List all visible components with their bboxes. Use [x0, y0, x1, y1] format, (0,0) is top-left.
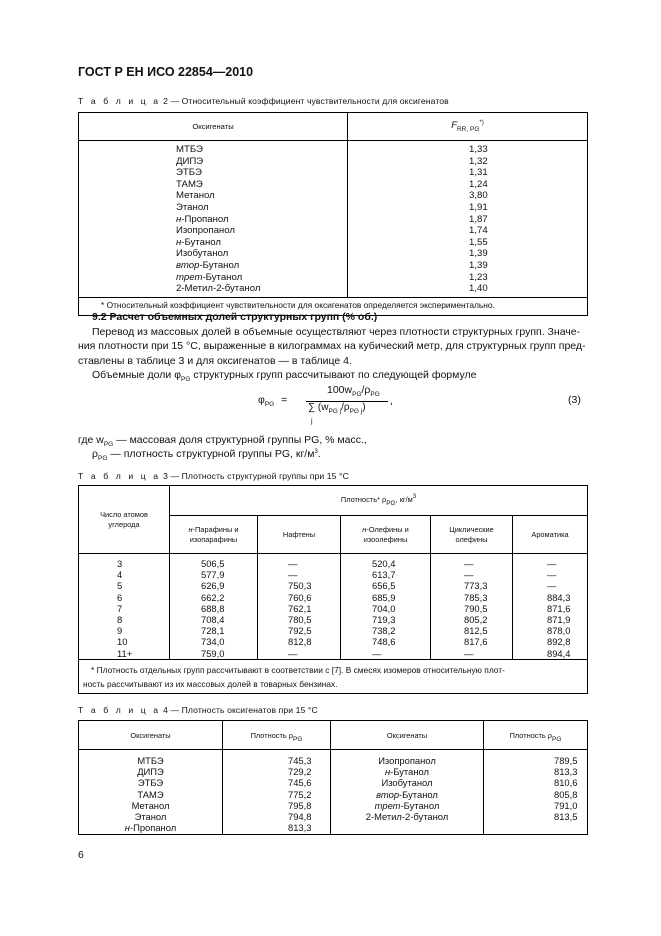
table4-header-density-left [223, 721, 331, 750]
table3-caption-text: 3 — Плотность структурной группы при 15 °С [163, 471, 349, 481]
table3-cell: 734,0 [201, 636, 225, 648]
table3-cell: 792,5 [288, 625, 312, 637]
prefix-italic: втор [376, 788, 400, 800]
table4-header-density-right [484, 721, 588, 750]
table3-cell: 871,9 [547, 614, 571, 626]
formula-comma: , [390, 395, 393, 407]
table3-caption [78, 471, 349, 481]
formula-lhs-sub: PG [264, 401, 275, 408]
table3-cell: 10 [117, 636, 128, 648]
table3-cell: 871,6 [547, 602, 571, 614]
table2-names-cell [79, 141, 348, 298]
oxygenate-name: Изобутанол [381, 777, 433, 789]
density-value: 795,8 [288, 799, 312, 811]
formula-num-a: 100w [327, 384, 353, 396]
table3-cell: — [288, 647, 298, 659]
table3-cell: — [547, 569, 557, 581]
density-value: 745,3 [288, 755, 312, 766]
sensitivity-value: 1,91 [469, 201, 488, 213]
formula-denominator [308, 402, 366, 413]
table3-cell: 817,6 [464, 636, 488, 648]
table4-caption-text: 4 — Плотность оксигенатов при 15 °С [163, 705, 318, 715]
table3-col-aromatics [547, 558, 587, 659]
density-header-sub: PG [386, 500, 396, 507]
table4-header-oxygenates-left: Оксигенаты [79, 721, 223, 750]
oxygenate-name: ДИПЭ [137, 766, 164, 778]
prefix-italic: н [385, 766, 391, 778]
prefix-italic: втор [176, 259, 200, 271]
table3-cell: 708,4 [201, 614, 225, 626]
formula-den-sub1: PG j [328, 408, 342, 415]
section-paragraph-2 [92, 368, 476, 384]
table3-cell: 759,0 [201, 647, 225, 659]
table3-cell: 892,8 [547, 636, 571, 648]
table4-header-oxygenates-right: Оксигенаты [331, 721, 484, 750]
oxygenate-name: Изопропанол [378, 755, 436, 766]
density-value: 810,6 [554, 777, 578, 789]
formula-den-b: /ρ [341, 402, 350, 413]
prefix-italic: трет [176, 271, 203, 283]
oxygenate-name: Метанол [131, 799, 170, 811]
table3-cell: 9 [117, 625, 123, 637]
sensitivity-value: 1,55 [469, 236, 488, 248]
oxygenate-name: трет-Бутанол [374, 799, 440, 811]
where-2-sup: 3 [314, 449, 318, 455]
table3-cell: 785,3 [464, 591, 488, 603]
formula-sum-index: j [311, 418, 313, 425]
oxygenate-name: Этанол [134, 811, 167, 823]
table3-cell: — [288, 569, 298, 581]
formula-lhs [258, 394, 287, 406]
table3-header-carbon: Число атомов углерода [79, 486, 170, 554]
frr-symbol: F [451, 119, 457, 131]
table3-cell: 728,1 [201, 625, 225, 637]
oxygenate-name: н-Пропанол [176, 213, 229, 225]
where-2-end: . [317, 448, 321, 460]
density-value: 745,6 [288, 777, 312, 789]
density-value: 729,2 [288, 766, 312, 778]
table3-cell: 748,6 [372, 636, 396, 648]
table3-cell: 5 [117, 580, 123, 592]
table3-cell: 520,4 [372, 558, 396, 569]
t4-h2-a: Плотность ρ [250, 730, 293, 740]
table3-subheader: Ароматика [513, 516, 588, 554]
formula-num-b: /ρ [361, 384, 371, 396]
table3-cell: — [372, 647, 382, 659]
table2-footnote: * Относительный коэффициент чувствительности для оксигенатов определяется экспериментально. [79, 297, 588, 315]
oxygenate-name: ДИПЭ [176, 155, 204, 167]
para2-start: Объемные доли φ [92, 369, 182, 381]
table3-cell: — [288, 558, 298, 569]
table3-cell: 6 [117, 591, 123, 603]
table3-cell: — [464, 569, 474, 581]
table4-right-values [554, 755, 587, 822]
oxygenate-name: трет-Бутанол [176, 271, 243, 283]
paragraph-1-line-2: ния плотности при 15 °С, выраженные в килограммах на кубический метр, для структурных групп пред- [78, 340, 586, 353]
table3-cell: 884,3 [547, 591, 571, 603]
prefix-italic: н [124, 822, 130, 834]
table3-footnote-line-1: * Плотность отдельных групп рассчитывают в соответствии с [7]. В смесях изомеров относительную плот- [91, 664, 505, 675]
oxygenate-name: н-Пропанол [124, 822, 177, 834]
paragraph-1-line-3: ставлены в таблице 3 и для оксигенатов — в таблице 4. [78, 354, 352, 367]
t4-h4-a: Плотность ρ [509, 730, 552, 740]
t4-h4-sub: PG [552, 735, 562, 743]
table-2 [78, 112, 588, 316]
formula-den-end: ) [362, 402, 366, 413]
table3-cell: 4 [117, 569, 123, 581]
table3-cell: 506,5 [201, 558, 225, 569]
table4-caption-word: Т а б л и ц а [78, 705, 161, 715]
table3-col-naphthenes [288, 558, 340, 659]
table3-cell: — [464, 647, 474, 659]
table3-cell: 11+ [117, 647, 133, 659]
sensitivity-value: 1,32 [469, 155, 488, 167]
oxygenate-name: втор-Бутанол [176, 259, 240, 271]
table2-header-oxygenates: Оксигенаты [79, 113, 348, 141]
formula-num-sub1: PG [352, 391, 362, 398]
table3-body-row [79, 554, 588, 660]
table3-cell: 773,3 [464, 580, 488, 592]
table3-cell: 8 [117, 614, 123, 626]
table3-cell: — [547, 558, 557, 569]
density-header-b: , кг/м [395, 495, 413, 504]
sensitivity-value: 3,80 [469, 190, 488, 202]
table3-cell: 805,2 [464, 614, 488, 626]
para2-sub: PG [181, 376, 191, 383]
table2-caption-word: Т а б л и ц а [78, 96, 161, 106]
density-value: 813,3 [288, 822, 312, 834]
formula-equals: = [281, 394, 288, 406]
table3-cell: 626,9 [201, 580, 225, 592]
table3-cell: 656,5 [372, 580, 396, 592]
density-value: 789,5 [554, 755, 578, 766]
table3-cell: 812,8 [288, 636, 312, 648]
oxygenate-name: ТАМЭ [137, 788, 164, 800]
oxygenate-name: ТАМЭ [176, 178, 203, 190]
table2-caption-text: 2 — Относительный коэффициент чувствительности для оксигенатов [163, 96, 449, 106]
table3-cell: 762,1 [288, 602, 312, 614]
density-header-sup: 3 [412, 494, 417, 500]
oxygenate-name: 2-Метил-2-бутанол [365, 811, 449, 823]
formula-numerator [327, 384, 380, 396]
table3-cell: 894,4 [547, 647, 571, 659]
oxygenate-name: ЭТБЭ [176, 167, 202, 179]
table3-subheader: Циклические олефины [431, 516, 513, 554]
sensitivity-value: 1,39 [469, 259, 488, 271]
sensitivity-value: 1,74 [469, 225, 488, 237]
table3-subheader: Нафтены [258, 516, 341, 554]
table3-cell: 719,3 [372, 614, 396, 626]
sensitivity-value: 1,87 [469, 213, 488, 225]
density-value: 813,5 [554, 811, 578, 823]
table4-left-values [288, 755, 330, 833]
formula-num-sub2: PG [370, 391, 380, 398]
table4-left-names [79, 755, 222, 833]
table2-values-list [348, 144, 587, 295]
table3-cell: 704,0 [372, 602, 396, 614]
table3-subheader: н-Олефины и изоолефины [341, 516, 431, 554]
table3-cell: 812,5 [464, 625, 488, 637]
sensitivity-value: 1,31 [469, 167, 488, 179]
table3-cell: 878,0 [547, 625, 571, 637]
table3-cell: — [547, 580, 557, 592]
table-4 [78, 720, 588, 835]
where-1-sub: PG [103, 441, 114, 448]
oxygenate-name: МТБЭ [176, 144, 203, 155]
table3-cell: 685,9 [372, 591, 396, 603]
table3-cell: 662,2 [201, 591, 225, 603]
density-value: 794,8 [288, 811, 312, 823]
oxygenate-name: МТБЭ [137, 755, 164, 766]
prefix-italic: н [188, 524, 193, 534]
table3-cell: 750,3 [288, 580, 312, 592]
formula-number: (3) [568, 394, 581, 406]
prefix-italic: н [362, 524, 367, 534]
table3-footnote [79, 659, 588, 693]
density-value: 813,3 [554, 766, 578, 778]
table3-col-olefins [372, 558, 430, 659]
frr-superscript: *) [479, 120, 484, 127]
density-value: 791,0 [554, 799, 578, 811]
formula-lhs-symbol: φ [258, 394, 265, 406]
page-number: 6 [78, 849, 84, 861]
table3-cell: 613,7 [372, 569, 396, 581]
density-value: 775,2 [288, 788, 312, 800]
oxygenate-name: Изопропанол [176, 225, 235, 237]
where-2-a: ρ [92, 448, 98, 460]
oxygenate-name: Метанол [176, 190, 215, 202]
formula-den-a: ∑ (w [308, 402, 329, 413]
sensitivity-value: 1,33 [469, 144, 488, 155]
sensitivity-value: 1,24 [469, 178, 488, 190]
table2-values-cell [348, 141, 588, 298]
density-header-a: Плотность* ρ [340, 495, 387, 504]
where-2-b: — плотность структурной группы PG, кг/м [107, 448, 315, 460]
table3-cell: — [464, 558, 474, 569]
paragraph-1-line-1: Перевод из массовых долей в объемные осуществляют через плотности структурных групп. Значе- [92, 326, 581, 338]
oxygenate-name: втор-Бутанол [376, 788, 438, 800]
where-line-2 [92, 447, 321, 463]
density-value: 805,8 [554, 788, 578, 800]
table3-col-paraffins [201, 558, 257, 659]
table3-col-carbon [117, 558, 169, 659]
where-1-a: где w [78, 434, 104, 446]
where-2-sub: PG [97, 455, 108, 462]
table3-header-density [170, 486, 588, 516]
table3-cell: 760,6 [288, 591, 312, 603]
table-3 [78, 485, 588, 694]
table3-cell: 738,2 [372, 625, 396, 637]
oxygenate-name: 2-Метил-2-бутанол [176, 283, 261, 295]
table3-cell: 7 [117, 602, 123, 614]
para2-end: структурных групп рассчитывают по следующей формуле [190, 369, 477, 381]
table2-header-frr [348, 113, 588, 141]
oxygenate-name: Изобутанол [176, 248, 229, 260]
table2-caption [78, 96, 449, 106]
oxygenate-name: Этанол [176, 201, 209, 213]
sensitivity-value: 1,23 [469, 271, 488, 283]
table3-cell: 577,9 [201, 569, 225, 581]
section-heading: 9.2 Расчет объемных долей структурных групп (% об.) [92, 311, 378, 323]
sensitivity-value: 1,40 [469, 283, 488, 295]
table2-names-list [176, 144, 347, 295]
table3-cell: 790,5 [464, 602, 488, 614]
oxygenate-name: ЭТБЭ [137, 777, 164, 789]
prefix-italic: н [176, 213, 182, 225]
sensitivity-value: 1,39 [469, 248, 488, 260]
document-header: ГОСТ Р ЕН ИСО 22854—2010 [78, 65, 254, 79]
frr-subscript: RR, PG [456, 126, 480, 134]
table3-caption-word: Т а б л и ц а [78, 471, 161, 481]
table4-right-names [331, 755, 483, 822]
table4-caption [78, 705, 318, 715]
table3-footnote-line-2: ность рассчитывают из их массовых долей в товарных бензинах. [83, 678, 338, 689]
oxygenate-name: н-Бутанол [176, 236, 222, 248]
table3-cell: 780,5 [288, 614, 312, 626]
where-1-b: — массовая доля структурной группы PG, % масс., [113, 434, 367, 446]
oxygenate-name: н-Бутанол [385, 766, 429, 778]
table3-col-cyclo-olefins [464, 558, 512, 659]
formula-den-sub2: PG j [349, 408, 363, 415]
table3-cell: 688,8 [201, 602, 225, 614]
prefix-italic: трет [374, 799, 401, 811]
table3-cell: 3 [117, 558, 123, 569]
prefix-italic: н [176, 236, 182, 248]
section-paragraph-1 [78, 325, 590, 368]
t4-h2-sub: PG [293, 735, 303, 743]
table3-subheader: н-Парафины и изопарафины [170, 516, 258, 554]
